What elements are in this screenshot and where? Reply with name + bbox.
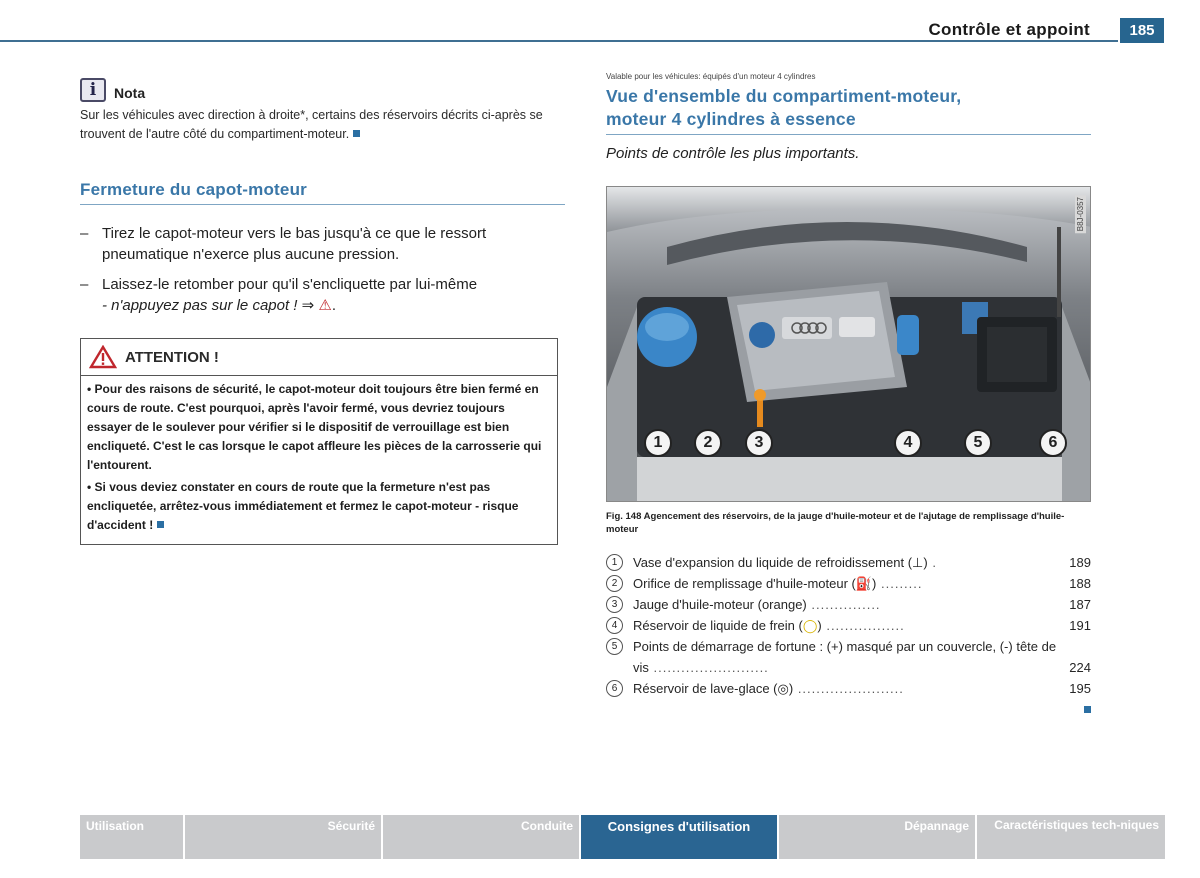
chapter-tabs xyxy=(80,815,1180,859)
legend-number: 2 xyxy=(606,575,623,592)
leader-dots: ......... xyxy=(876,576,923,591)
title-line-1: Vue d'ensemble du compartiment-moteur, xyxy=(606,86,962,106)
legend-item xyxy=(606,552,1091,573)
legend-label xyxy=(633,678,1061,699)
attention-paragraph xyxy=(87,478,551,535)
callout-5: 5 xyxy=(964,429,992,457)
engine-bay-figure xyxy=(606,186,1091,502)
validity-note: Valable pour les véhicules: équipés d'un moteur 4 cylindres xyxy=(606,72,816,81)
right-column xyxy=(606,72,1091,720)
legend-suffix: ) xyxy=(872,576,877,591)
section-subtitle: Points de contrôle les plus importants. xyxy=(606,145,860,162)
legend-text: Vase d'expansion du liquide de refroidissement ( xyxy=(633,555,913,570)
legend-page-ref[interactable]: 189 xyxy=(1069,555,1091,570)
legend-label xyxy=(633,594,1061,615)
figure-caption: Fig. 148 Agencement des réservoirs, de la jauge d'huile-moteur et de l'ajutage de remplissage d'huile-moteur xyxy=(606,511,1065,535)
legend-text: Réservoir de liquide de frein ( xyxy=(633,618,803,633)
figure-code: B8J-0357 xyxy=(1076,197,1085,232)
attention-title: ATTENTION ! xyxy=(125,348,219,366)
legend-page-ref[interactable] xyxy=(1061,678,1091,720)
legend-item xyxy=(606,594,1091,615)
legend-page-ref[interactable]: 224 xyxy=(1069,660,1091,675)
tab-utilisation[interactable]: Utilisation xyxy=(80,815,185,859)
legend-label xyxy=(633,573,1061,594)
legend-item xyxy=(606,615,1091,636)
warning-triangle-icon xyxy=(89,345,117,369)
legend-page-number: 195 xyxy=(1069,681,1091,696)
callout-1: 1 xyxy=(644,429,672,457)
step-text-main: Laissez-le retomber pour qu'il s'encliquette par lui-même xyxy=(102,276,478,293)
page-number: 185 xyxy=(1120,18,1164,43)
end-marker-icon xyxy=(353,130,360,137)
legend-number: 1 xyxy=(606,554,623,571)
attention-text: Si vous deviez constater en cours de route que la fermeture n'est pas encliquetée, arrêtez-vous immédiatement et fermez le capot-moteur - risque d'accident ! xyxy=(87,480,519,532)
section-title xyxy=(606,85,1091,135)
legend-page-ref[interactable]: 191 xyxy=(1069,618,1091,633)
nota-title: Nota xyxy=(114,85,146,101)
legend-item xyxy=(606,678,1091,720)
tab-depannage[interactable]: Dépannage xyxy=(779,815,977,859)
tab-conduite[interactable]: Conduite xyxy=(383,815,581,859)
legend-text: Réservoir de lave-glace ( xyxy=(633,681,778,696)
nota-text xyxy=(80,106,565,144)
legend-label xyxy=(633,636,1061,678)
legend-suffix: ) xyxy=(788,681,794,696)
steps-list xyxy=(80,223,565,316)
oil-can-icon: ⛽ xyxy=(855,576,873,591)
left-column xyxy=(80,72,565,545)
cross-ref-arrow[interactable]: ⇒ xyxy=(301,297,315,314)
legend-text: Orifice de remplissage d'huile-moteur ( xyxy=(633,576,856,591)
bullet: • xyxy=(87,480,92,494)
leader-dots: ....................... xyxy=(793,681,904,696)
coolant-symbol-icon: ⊥ xyxy=(912,555,924,570)
step-text-italic: - n'appuyez pas sur le capot ! xyxy=(102,297,298,314)
running-header: Contrôle et appoint xyxy=(928,20,1090,39)
legend-text: Points de démarrage de fortune : (+) masqué par un couvercle, (-) tête de vis xyxy=(633,639,1057,675)
legend-page-ref[interactable]: 187 xyxy=(1069,597,1091,612)
section-title: Fermeture du capot-moteur xyxy=(80,180,565,205)
legend-item xyxy=(606,573,1091,594)
legend-suffix: ) xyxy=(923,555,928,570)
legend-label xyxy=(633,615,1061,636)
leader-dots: . xyxy=(927,555,937,570)
legend-number: 4 xyxy=(606,617,623,634)
tab-securite[interactable]: Sécurité xyxy=(185,815,383,859)
warning-triangle-icon[interactable]: ⚠ xyxy=(318,297,332,314)
tab-consignes-utilisation[interactable]: Consignes d'utilisation xyxy=(581,815,779,859)
attention-box xyxy=(80,338,558,545)
step-text: Tirez le capot-moteur vers le bas jusqu'à ce que le ressort pneumatique n'exerce plus aucune pression. xyxy=(102,225,487,263)
title-line-2: moteur 4 cylindres à essence xyxy=(606,109,856,129)
step-dash: – xyxy=(80,276,89,293)
legend-number: 5 xyxy=(606,638,623,655)
legend-number: 6 xyxy=(606,680,623,697)
legend-text: Jauge d'huile-moteur (orange) xyxy=(633,597,807,612)
step-item xyxy=(80,274,565,316)
legend-item xyxy=(606,636,1091,678)
attention-body xyxy=(81,376,557,544)
washer-fluid-icon: ◎ xyxy=(777,681,789,696)
leader-dots: ................. xyxy=(821,618,905,633)
end-marker-icon xyxy=(1084,706,1091,713)
legend-label xyxy=(633,552,1061,573)
callout-2: 2 xyxy=(694,429,722,457)
legend-list xyxy=(606,552,1091,720)
tab-caracteristiques-techniques[interactable]: Caractéristiques tech-niques xyxy=(977,815,1167,859)
legend-page-ref[interactable]: 188 xyxy=(1069,576,1091,591)
callout-4: 4 xyxy=(894,429,922,457)
callout-3: 3 xyxy=(745,429,773,457)
legend-suffix: ) xyxy=(817,618,822,633)
brake-fluid-icon: ◯ xyxy=(802,618,818,633)
engine-bay-illustration xyxy=(607,187,1091,502)
callout-6: 6 xyxy=(1039,429,1067,457)
header-rule xyxy=(0,40,1118,42)
end-marker-icon xyxy=(157,521,164,528)
nota-text-body: Sur les véhicules avec direction à droite*, certains des réservoirs décrits ci-après se trouvent de l'autre côté du compartiment-moteur. xyxy=(80,108,543,141)
nota-heading xyxy=(80,78,565,102)
attention-header xyxy=(81,339,557,376)
info-icon-glyph: i xyxy=(89,80,97,100)
legend-number: 3 xyxy=(606,596,623,613)
step-item xyxy=(80,223,565,265)
step-dash: – xyxy=(80,225,89,242)
leader-dots: ......................... xyxy=(648,660,769,675)
step-text: Laissez-le retomber pour qu'il s'encliquette par lui-même - n'appuyez pas sur le capot ! ⇒ ⚠. xyxy=(102,276,478,314)
leader-dots: ............... xyxy=(806,597,881,612)
attention-text: Pour des raisons de sécurité, le capot-moteur doit toujours être bien fermé en cours de route. C'est pourquoi, après l'avoir fermé, vous devriez toujours essayer de le soulever pour vérifier si le dispositif de verrouillage est bien encliqueté. C'est le cas lorsque le capot affleure les pièces de la carrosserie qui l'entourent. xyxy=(87,382,542,472)
bullet: • xyxy=(87,382,92,396)
info-icon xyxy=(80,78,106,102)
attention-paragraph xyxy=(87,380,551,475)
